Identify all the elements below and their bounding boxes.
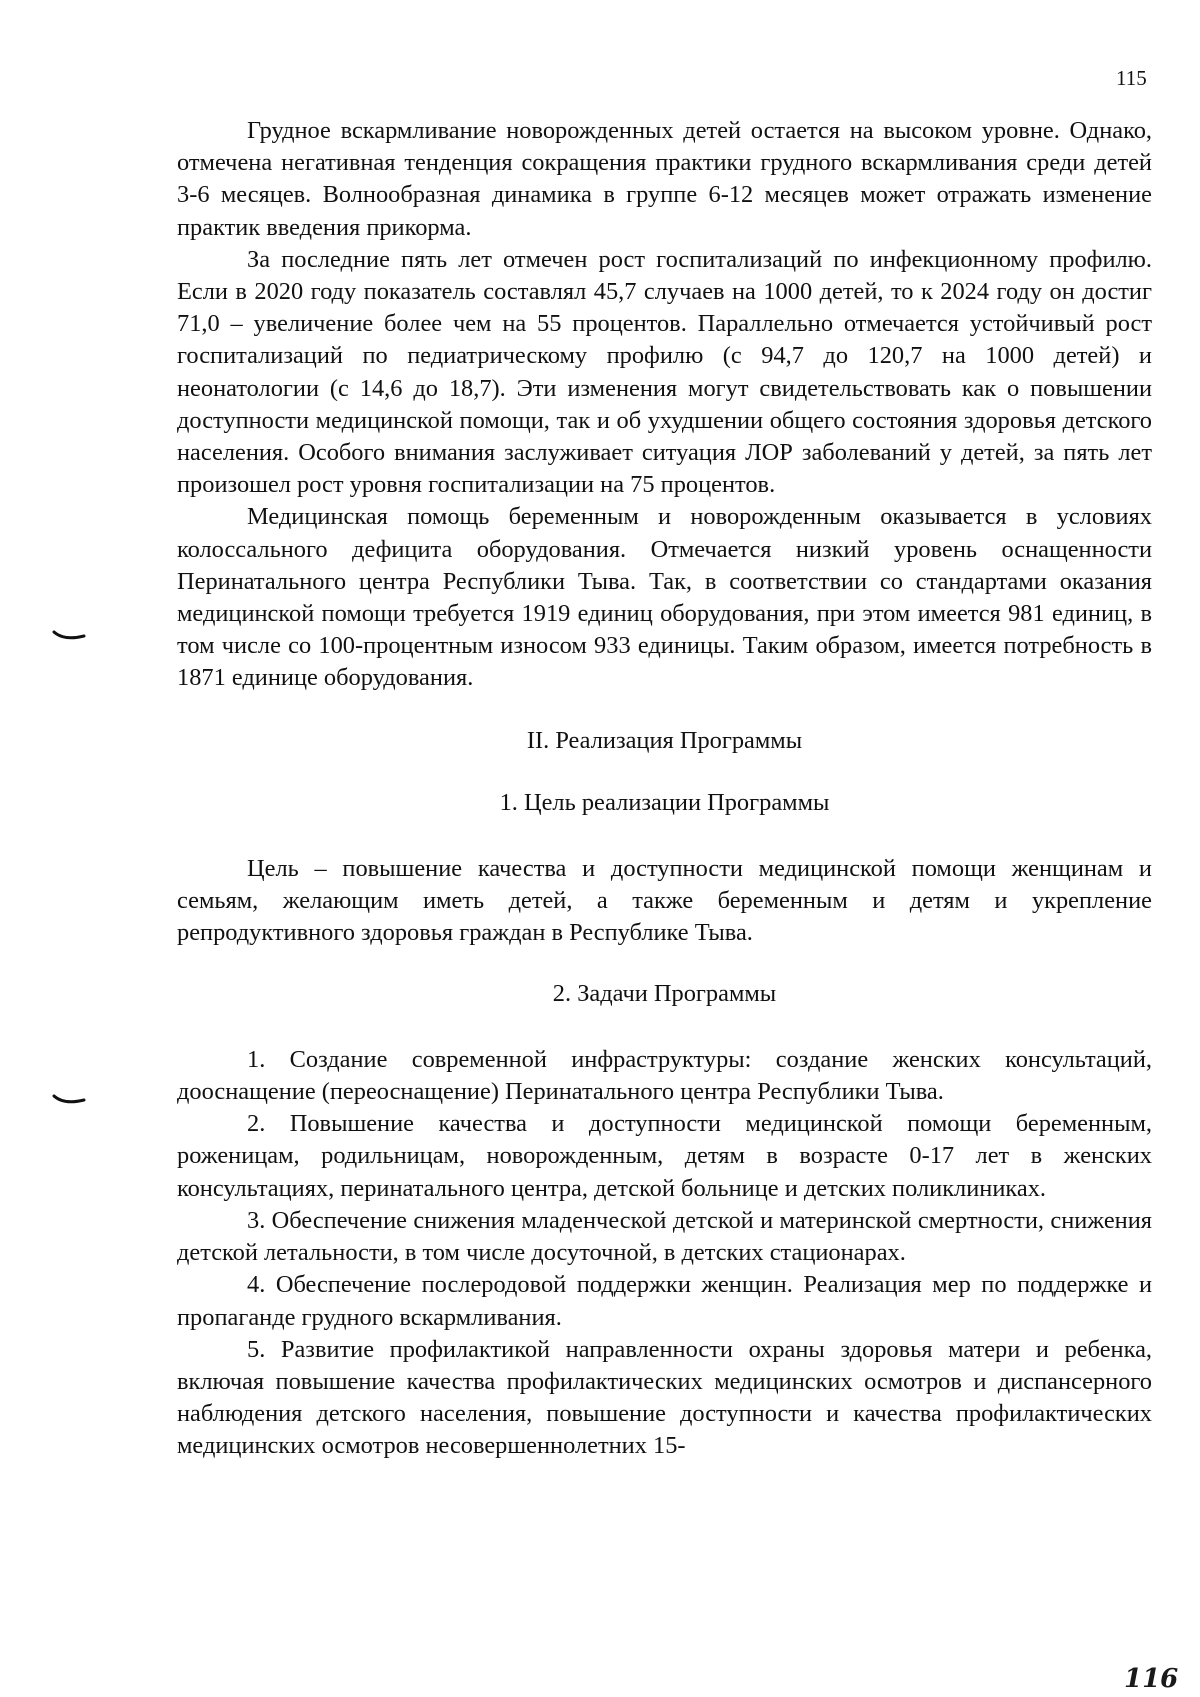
section-title: II. Реализация Программы: [526, 726, 803, 754]
margin-mark: [52, 628, 86, 642]
margin-mark: [52, 1092, 86, 1106]
goal-paragraph: Цель – повышение качества и доступности медицинской помощи женщинам и семьям, желающим иметь детей, а также беременным и детям и укрепление репродуктивного здоровья граждан в Республике Тыва.: [177, 855, 1152, 947]
document-body: [177, 115, 1152, 1463]
subsection-goal-title: 1. Цель реализации Программы: [499, 788, 830, 816]
paragraph-equipment: Медицинская помощь беременным и новорожденным оказывается в условиях колоссального дефицита оборудования. Отмечается низкий уровень оснащенности Перинатального центра Республики Тыва. Так, в соответствии со стандартами оказания медицинской помощи требуется 1919 единиц оборудования, при этом имеется 981 единиц, в том числе со 100-процентным износом 933 единицы. Таким образом, имеется потребность в 1871 единице оборудования.: [177, 503, 1152, 692]
task-item: 5. Развитие профилактикой направленности охраны здоровья матери и ребенка, включая повышение качества профилактических медицинских осмотров и диспансерного наблюдения детского населения, повышение доступности и качества профилактических медицинских осмотров несовершеннолетних 15-: [177, 1335, 1152, 1460]
subsection-tasks-title: 2. Задачи Программы: [552, 979, 777, 1007]
task-item: 2. Повышение качества и доступности медицинской помощи беременным, роженицам, родильницам, новорожденным, детям в возрасте 0-17 лет в женских консультациях, перинатального центра, детской больнице и детских поликлиниках.: [177, 1110, 1152, 1202]
task-item: 3. Обеспечение снижения младенческой детской и материнской смертности, снижения детской летальности, в том числе досуточной, в детских стационарах.: [177, 1206, 1152, 1267]
task-item: 1. Создание современной инфраструктуры: создание женских консультаций, дооснащение (переоснащение) Перинатального центра Республики Тыва.: [177, 1045, 1152, 1106]
handwritten-page-number: 116: [1124, 1664, 1179, 1694]
task-item: 4. Обеспечение послеродовой поддержки женщин. Реализация мер по поддержке и пропаганде грудного вскармливания.: [177, 1271, 1152, 1331]
paragraph-breastfeeding: Грудное вскармливание новорожденных детей остается на высоком уровне. Однако, отмечена негативная тенденция сокращения практики грудного вскармливания среди детей 3-6 месяцев. Волнообразная динамика в группе 6-12 месяцев может отражать изменение практик введения прикорма.: [177, 117, 1152, 241]
page-number: 115: [1116, 66, 1147, 90]
paragraph-hospitalization: За последние пять лет отмечен рост госпитализаций по инфекционному профилю. Если в 2020 году показатель составлял 45,7 случаев на 1000 детей, то к 2024 году он достиг 71,0 – увеличение более чем на 55 процентов. Параллельно отмечается устойчивый рост госпитализаций по педиатрическому профилю (с 94,7 до 120,7 на 1000 детей) и неонатологии (с 14,6 до 18,7). Эти изменения могут свидетельствовать как о повышении доступности медицинской помощи, так и об ухудшении общего состояния здоровья детского населения. Особого внимания заслуживает ситуация ЛОР заболеваний у детей, за пять лет произошел рост уровня госпитализации на 75 процентов.: [177, 245, 1152, 499]
